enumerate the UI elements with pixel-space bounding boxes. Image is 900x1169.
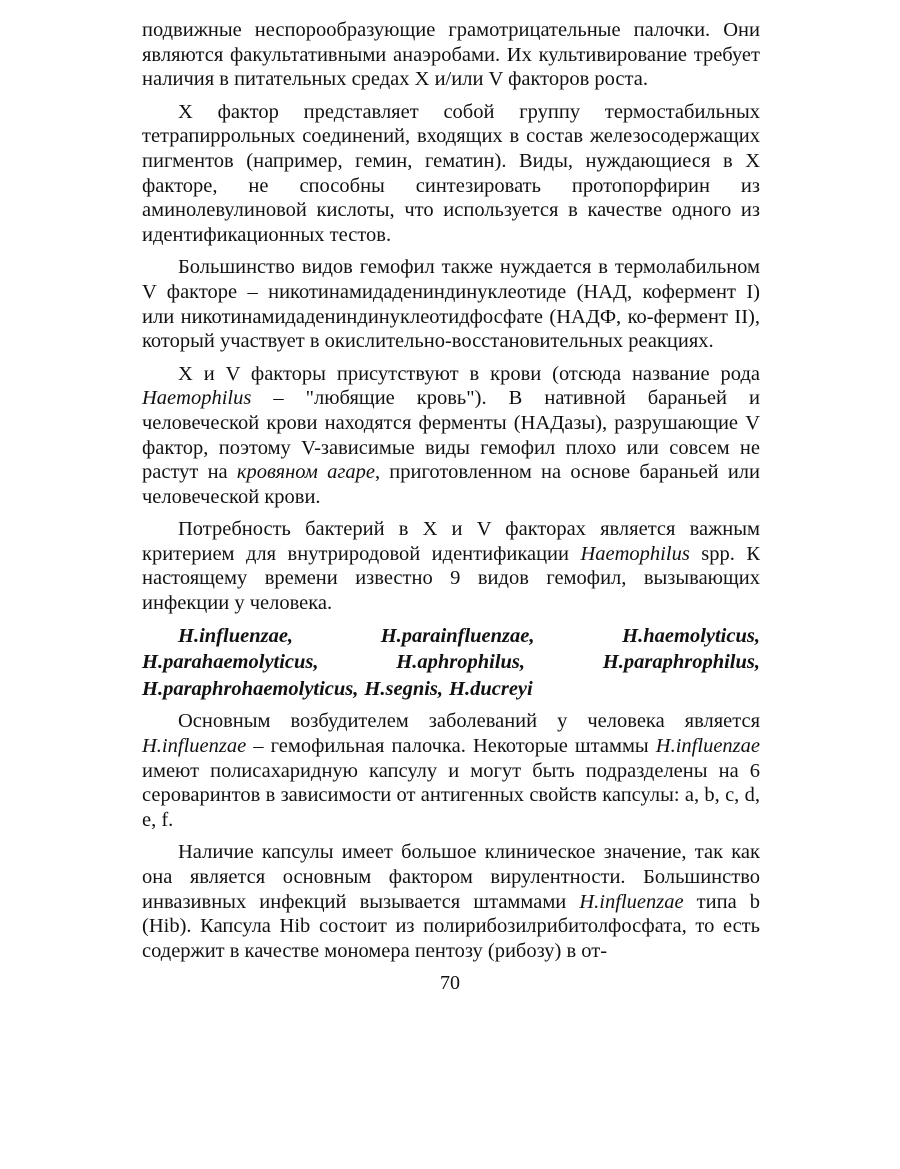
paragraph-identification-text-2: spp. К настоящему времени известно 9 видов гемофил, вызывающих инфекции у человека. bbox=[142, 542, 760, 615]
species-row-1 bbox=[142, 624, 760, 649]
species-name: H.aphrophilus, bbox=[396, 651, 526, 674]
species-name: H.segnis, bbox=[364, 677, 444, 700]
paragraph-blood-text-2: – "любящие кровь"). В нативной бараньей и человеческой крови находятся ферменты (НАДазы), разрушающие V фактор, поэтому V-зависимые виды гемофил плохо или совсем не растут на bbox=[142, 387, 760, 484]
species-row-3 bbox=[142, 677, 760, 702]
species-name: H.influenzae bbox=[655, 735, 760, 758]
paragraph-capsule-text-1: Наличие капсулы имеет большое клиническое значение, так как она является основным фактором вирулентности. Большинство инвазивных инфекций вызывается штаммами bbox=[142, 841, 760, 913]
species-name: H.parainfluenzae, bbox=[380, 624, 535, 647]
paragraph-v-factor bbox=[142, 255, 760, 353]
paragraph-x-factor bbox=[142, 100, 760, 248]
paragraph-influenzae-text-2: – гемофильная палочка. Некоторые штаммы bbox=[246, 735, 656, 758]
species-name: H.haemolyticus, bbox=[622, 624, 760, 647]
species-name: H.influenzae bbox=[579, 890, 684, 913]
genus-name: Haemophilus bbox=[580, 542, 690, 565]
paragraph-capsule bbox=[142, 840, 760, 963]
species-name: H.influenzae bbox=[142, 735, 247, 758]
species-row-2 bbox=[142, 650, 760, 675]
paragraph-x-factor-text: X фактор представляет собой группу термостабильных тетрапиррольных соединений, входящих в состав железосодержащих пигментов (например, гемин, гематин). Виды, нуждающиеся в X факторе, не способны синтезировать протопорфирин из аминолевулиновой кислоты, что используется в качестве одного из идентификационных тестов. bbox=[142, 100, 760, 246]
species-name: H.paraphrohaemolyticus, bbox=[142, 677, 359, 700]
paragraph-influenzae bbox=[142, 709, 760, 832]
blood-agar-term: кровяном агаре bbox=[236, 461, 375, 484]
paragraph-1-text: подвижные неспорообразующие грамотрицательные палочки. Они являются факультативными анаэробами. Их культивирование требует наличия в питательных средах X и/или V факторов роста. bbox=[142, 19, 760, 91]
paragraph-influenzae-text-1: Основным возбудителем заболеваний у человека является bbox=[178, 710, 760, 733]
paragraph-blood-text-1: X и V факторы присутствуют в крови (отсюда название рода bbox=[178, 362, 760, 385]
genus-name: Haemophilus bbox=[142, 387, 252, 410]
paragraph-blood bbox=[142, 362, 760, 510]
species-name: H.influenzae, bbox=[178, 624, 294, 647]
paragraph-capsule-text-2: типа b (Hib). Капсула Hib состоит из полирибозилрибитолфосфата, то есть содержит в качестве мономера пентозу (рибозу) в от- bbox=[142, 890, 761, 962]
species-list bbox=[142, 624, 760, 702]
paragraph-blood-text-3: , приготовленном на основе бараньей или человеческой крови. bbox=[142, 461, 761, 508]
species-name: H.parahaemolyticus, bbox=[142, 651, 319, 674]
species-name: H.paraphrophilus, bbox=[602, 651, 760, 674]
paragraph-1 bbox=[142, 18, 760, 92]
paragraph-influenzae-text-3: имеют полисахаридную капсулу и могут быть подразделены на 6 сероваринтов в зависимости от антигенных свойств капсулы: a, b, c, d, e, f. bbox=[142, 759, 760, 831]
page-number: 70 bbox=[440, 972, 460, 994]
paragraph-v-factor-text: Большинство видов гемофил также нуждается в термолабильном V факторе – никотинамидадениндинуклеотиде (НАД, кофермент I) или никотинамидадениндинуклеотидфосфате (НАДФ, ко-фермент II), который участвует в окислительно-восстановительных реакциях. bbox=[142, 256, 760, 353]
species-name: H.ducreyi bbox=[449, 677, 533, 700]
document-page bbox=[142, 18, 760, 971]
paragraph-identification-text-1: Потребность бактерий в X и V факторах является важным критерием для внутриродовой идентификации bbox=[142, 518, 760, 565]
paragraph-identification bbox=[142, 517, 760, 615]
